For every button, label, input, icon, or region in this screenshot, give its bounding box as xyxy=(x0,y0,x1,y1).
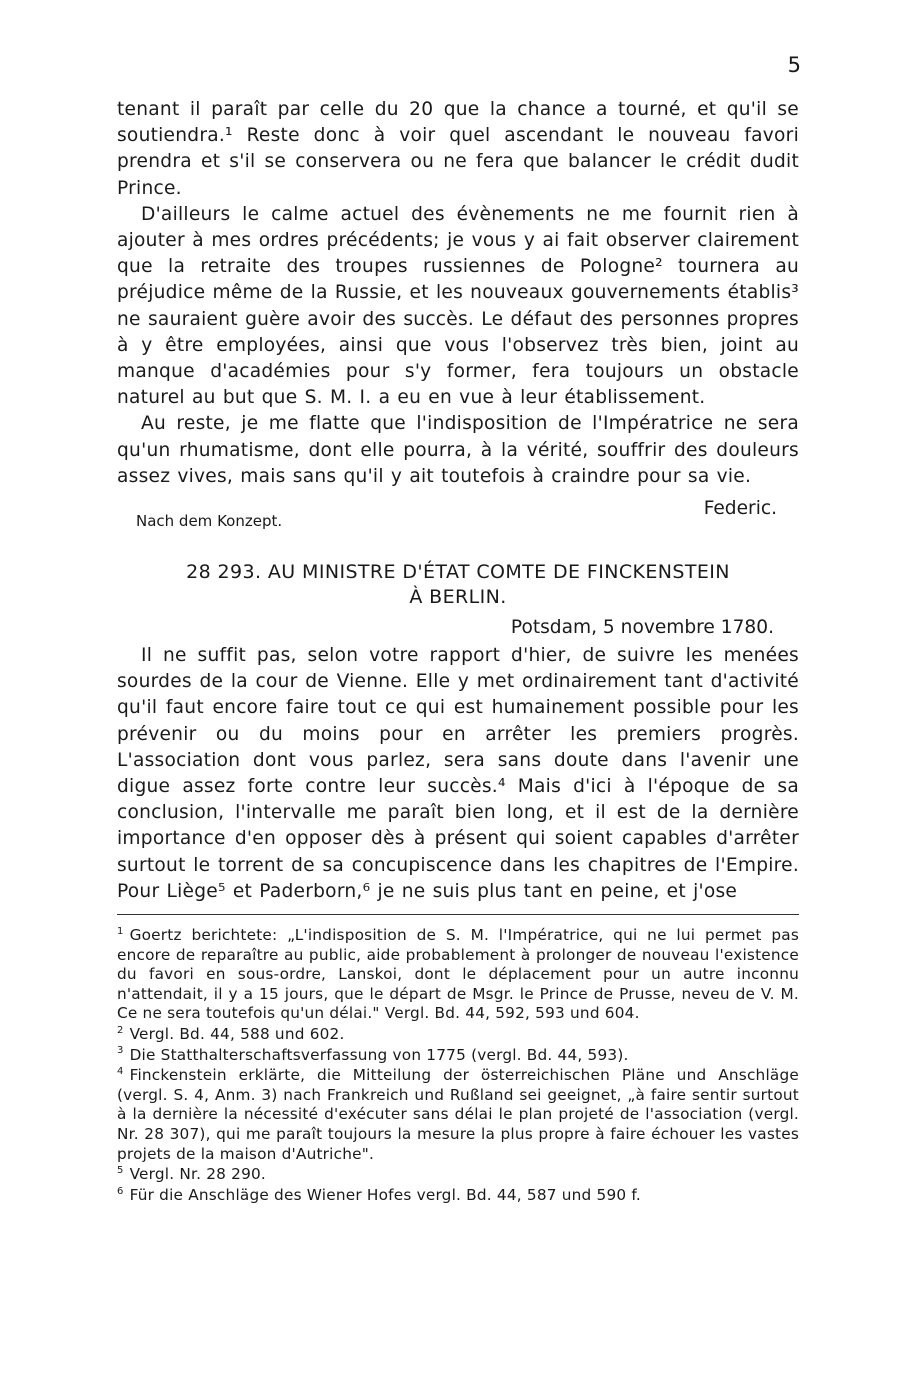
heading-line: 28 293. AU MINISTRE D'ÉTAT COMTE DE FINCKENSTEIN xyxy=(186,561,730,583)
footnote-text: Die Statthalterschaftsverfassung von 1775 (vergl. Bd. 44, 593). xyxy=(129,1045,629,1064)
footnote-mark: 6 xyxy=(117,1185,124,1197)
signature: Federic. xyxy=(703,498,777,519)
footnotes xyxy=(117,926,799,1206)
paragraph: Au reste, je me flatte que l'indisposition de l'Impératrice ne sera qu'un rhumatisme, dont elle pourra, à la vérité, souffrir des douleurs assez vives, mais sans qu'il y ait toutefois à craindre pour sa vie. xyxy=(117,413,799,487)
footnote-text: Goertz berichtete: „L'indisposition de S. M. l'Impératrice, qui ne lui permet pas encore de reparaître au public, aide probablement à prolonger de nouveau l'existence du favori en sous-ordre, Lanskoi, dont le déplacement pour un autre inconnu n'attendait, il y a 15 jours, que le départ de Msgr. le Prince de Prusse, neveu de V. M. Ce ne sera toutefois qu'un délai." Vergl. Bd. 44, 592, 593 und 604. xyxy=(117,926,799,1023)
footnote-mark: 4 xyxy=(117,1066,124,1078)
footnote-mark: 5 xyxy=(117,1165,124,1177)
footnote-divider xyxy=(117,914,799,915)
footnote-text: Für die Anschläge des Wiener Hofes vergl. Bd. 44, 587 und 590 f. xyxy=(129,1185,641,1204)
paragraph: D'ailleurs le calme actuel des évènements ne me fournit rien à ajouter à mes ordres précédents; je vous y ai fait observer clairement que la retraite des troupes russiennes de Pologne² tournera au préjudice même de la Russie, et les nouveaux gouvernements établis³ ne sauraient guère avoir des succès. Le défaut des personnes propres à y être employées, ainsi que vous l'observez très bien, joint au manque d'académies pour s'y former, fera toujours un obstacle naturel au but que S. M. I. a eu en vue à leur établissement. xyxy=(117,203,799,409)
footnote-text: Finckenstein erklärte, die Mitteilung der österreichischen Pläne und Anschläge (vergl. S. 4, Anm. 3) nach Frankreich und Rußland sei geeignet, „à faire sentir surtout à la dernière la nécessité d'exécuter sans délai le plan projeté de l'association (vergl. Nr. 28 307), qui me paraît toujours la mesure la plus propre à faire échouer les vastes projets de la maison d'Autriche". xyxy=(117,1066,799,1163)
letter-heading xyxy=(117,560,799,610)
letter-body xyxy=(117,643,799,905)
letter-body-continued xyxy=(117,97,799,490)
footnote-mark: 3 xyxy=(117,1045,124,1057)
page-number: 5 xyxy=(787,53,801,77)
footnote-text: Vergl. Bd. 44, 588 und 602. xyxy=(129,1024,345,1043)
footnote xyxy=(117,1186,799,1206)
footnote xyxy=(117,1025,799,1045)
footnote xyxy=(117,1165,799,1185)
source-note: Nach dem Konzept. xyxy=(136,512,283,530)
footnote-mark: 1 xyxy=(117,925,124,937)
paragraph: Il ne suffit pas, selon votre rapport d'hier, de suivre les menées sourdes de la cour de Vienne. Elle y met ordinairement tant d'activité qu'il faut encore faire tout ce qui est humainement possible pour les prévenir ou du moins pour en arrêter les premiers progrès. L'association dont vous parlez, sera sans doute dans l'avenir une digue assez forte contre leur succès.⁴ Mais d'ici à l'époque de sa conclusion, l'intervalle me paraît bien long, et il est de la dernière importance d'en opposer dès à présent qui soient capables d'arrêter surtout le torrent de sa concupiscence dans les chapitres de l'Empire. Pour Liège⁵ et Paderborn,⁶ je ne suis plus tant en peine, et j'ose xyxy=(117,645,799,902)
footnote-text: Vergl. Nr. 28 290. xyxy=(129,1165,266,1184)
footnote xyxy=(117,1046,799,1066)
footnote xyxy=(117,1066,799,1164)
footnote-mark: 2 xyxy=(117,1024,124,1036)
footnote xyxy=(117,926,799,1024)
paragraph: tenant il paraît par celle du 20 que la chance a tourné, et qu'il se soutiendra.¹ Reste donc à voir quel ascendant le nouveau favori prendra et s'il se conservera ou ne fera que balancer le crédit dudit Prince. xyxy=(117,99,799,199)
heading-line: À BERLIN. xyxy=(409,586,507,608)
dateline: Potsdam, 5 novembre 1780. xyxy=(510,617,774,638)
